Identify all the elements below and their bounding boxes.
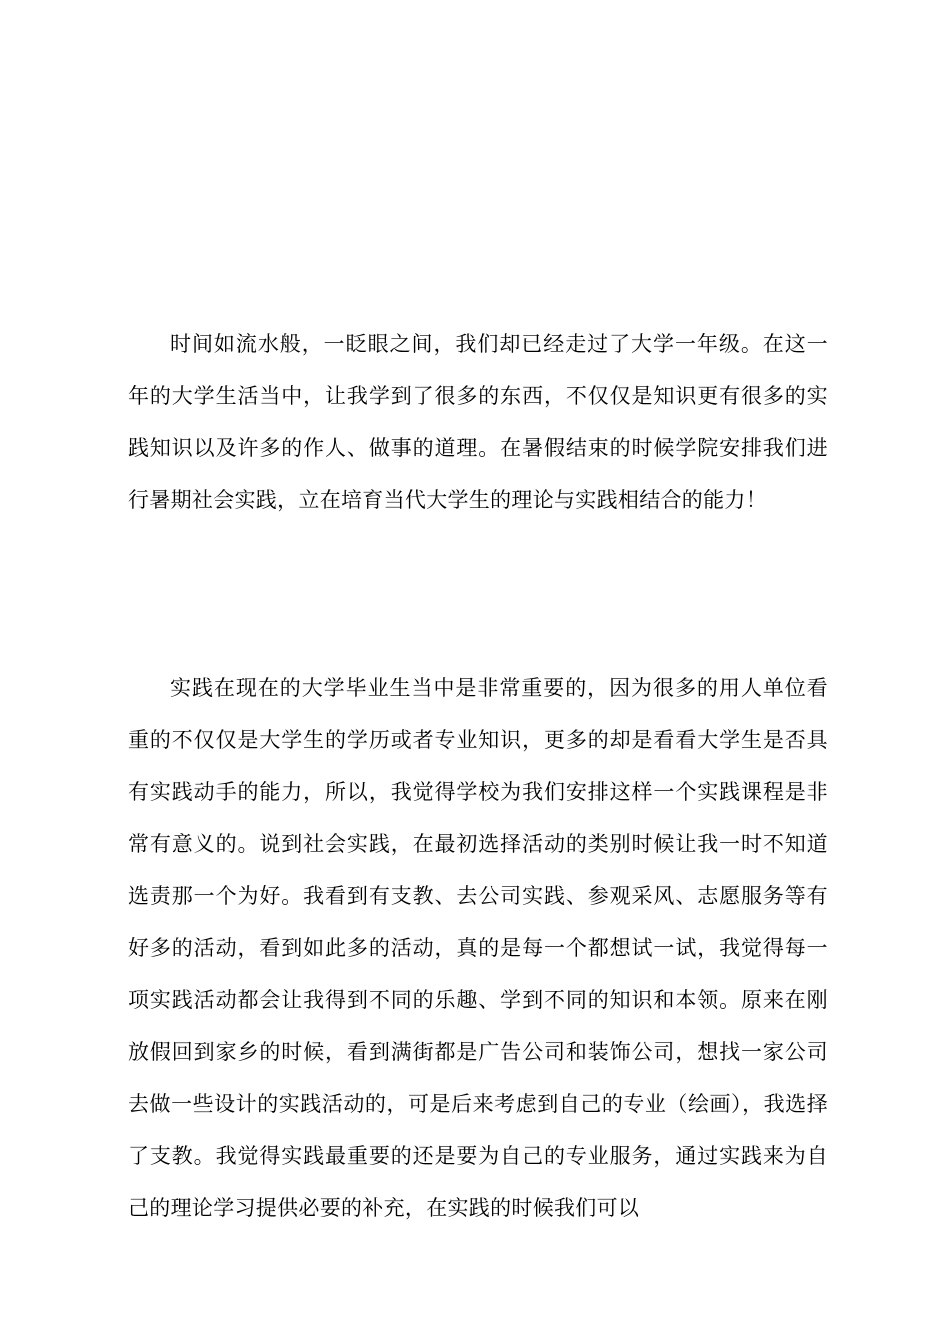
paragraph-practice: 实践在现在的大学毕业生当中是非常重要的，因为很多的用人单位看重的不仅仅是大学生的学历或者专业知识，更多的却是看看大学生是否具有实践动手的能力，所以，我觉得学校为我们安排这样一个实践课程是非常有意义的。说到社会实践，在最初选择活动的类别时候让我一时不知道选责那一个为好。我看到有支教、去公司实践、参观采风、志愿服务等有好多的活动，看到如此多的活动，真的是每一个都想试一试，我觉得每一项实践活动都会让我得到不同的乐趣、学到不同的知识和本领。原来在刚放假回到家乡的时候，看到满街都是广告公司和装饰公司，想找一家公司去做一些设计的实践活动的，可是后来考虑到自己的专业（绘画），我选择了支教。我觉得实践最重要的还是要为自己的专业服务，通过实践来为自己的理论学习提供必要的补充，在实践的时候我们可以 [128, 676, 828, 1220]
paragraph-intro: 时间如流水般，一眨眼之间，我们却已经走过了大学一年级。在这一年的大学生活当中，让我学到了很多的东西，不仅仅是知识更有很多的实践知识以及许多的作人、做事的道理。在暑假结束的时候学院安排我们进行暑期社会实践，立在培育当代大学生的理论与实践相结合的能力！ [128, 332, 828, 512]
